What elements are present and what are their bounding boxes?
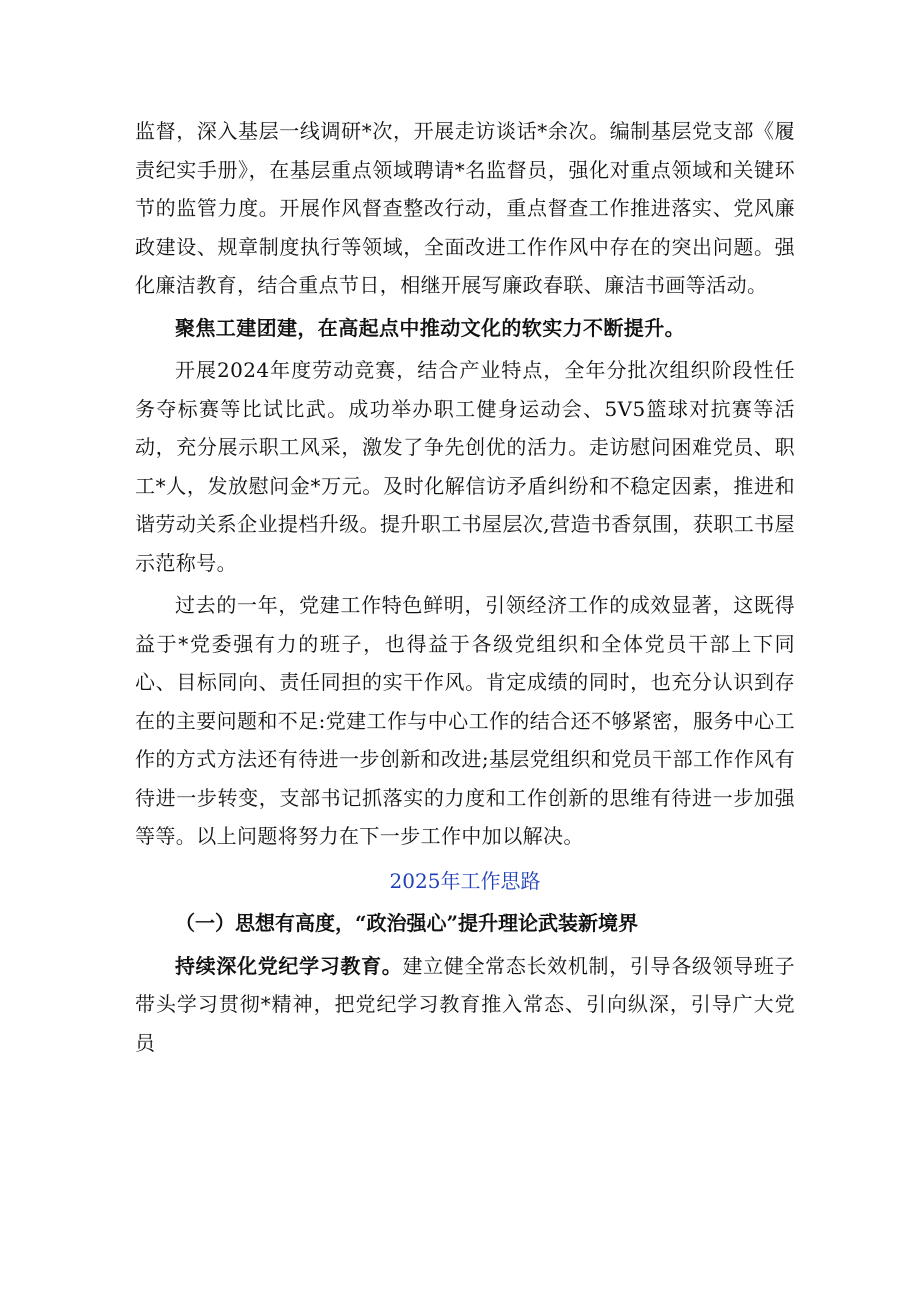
sub-heading-thought: （一）思想有高度，“政治强心”提升理论武装新境界 [175,911,639,935]
paragraph-party-discipline [135,947,795,1063]
paragraph-supervision: 监督，深入基层一线调研*次，开展走访谈话*余次。编制基层党支部《履责纪实手册》，在基层重点领域聘请*名监督员，强化对重点领域和关键环节的监管力度。开展作风督查整改行动，重点督查工作推进落实、党风廉政建设、规章制度执行等领域，全面改进工作作风中存在的突出问题。强化廉洁教育，结合重点节日，相继开展写廉政春联、廉洁书画等活动。 [135,119,795,297]
paragraph-body-text: 建立健全常态长效机制，引导各级领导班子带头学习贯彻*精神，把党纪学习教育推入常态、引向纵深，引导广大党员 [135,953,795,1055]
section-title: 2025年工作思路 [389,868,541,893]
paragraph-lead-text: 持续深化党纪学习教育。 [175,953,403,978]
document-page [135,112,795,1062]
paragraph-labor-competition: 开展2024年度劳动竞赛，结合产业特点，全年分批次组织阶段性任务夺标赛等比试比武。成功举办职工健身运动会、5V5篮球对抗赛等活动，充分展示职工风采，激发了争先创优的活力。走访慰问困难党员、职工*人，发放慰问金*万元。及时化解信访矛盾纠纷和不稳定因素，推进和谐劳动关系企业提档升级。提升职工书屋层次,营造书香氛围，获职工书屋示范称号。 [135,358,795,575]
paragraph-heading-culture: 聚焦工建团建，在高起点中推动文化的软实力不断提升。 [175,315,685,340]
paragraph-summary: 过去的一年，党建工作特色鲜明，引领经济工作的成效显著，这既得益于*党委强有力的班子，也得益于各级党组织和全体党员干部上下同心、目标同向、责任同担的实干作风。肯定成绩的同时，也充分认识到存在的主要问题和不足:党建工作与中心工作的结合还不够紧密，服务中心工作的方式方法还有待进一步创新和改进;基层党组织和党员干部工作作风有待进一步转变，支部书记抓落实的力度和工作创新的思维有待进一步加强等等。以上问题将努力在下一步工作中加以解决。 [135,593,795,848]
